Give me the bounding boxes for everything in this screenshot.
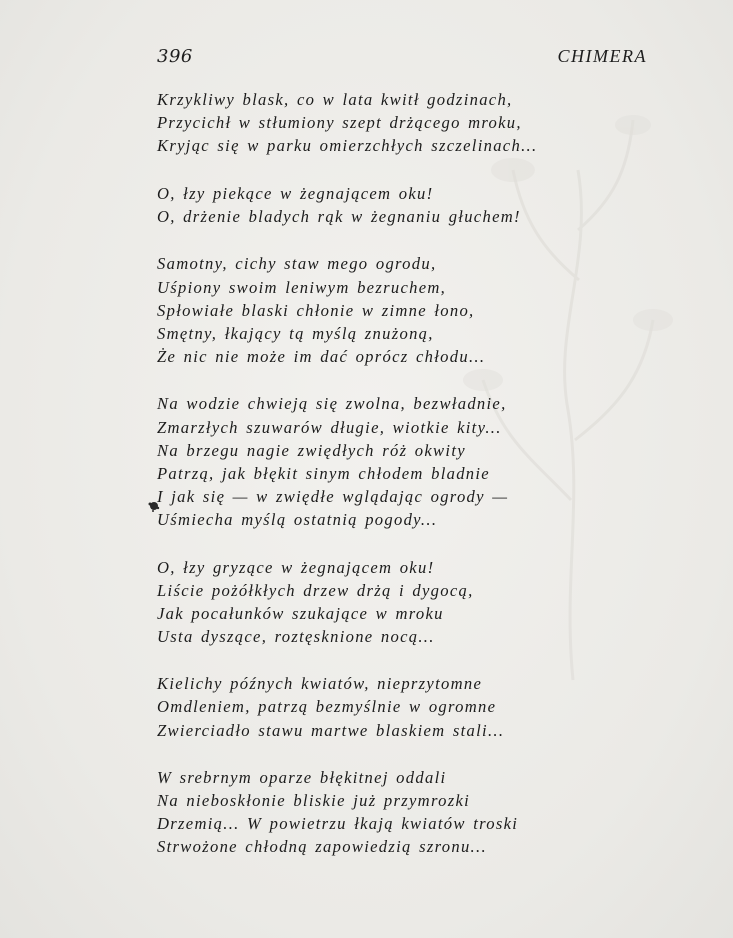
poem-line: Samotny, cichy staw mego ogrodu, <box>157 254 437 274</box>
poem-line: Spłowiałe blaski chłonie w zimne łono, <box>157 300 475 320</box>
stanza-3 <box>157 252 637 367</box>
poem-line: Patrzą, jak błękit sinym chłodem bladnie <box>157 463 490 483</box>
poem <box>157 88 637 883</box>
poem-line: Uśmiecha myślą ostatnią pogody... <box>157 509 438 529</box>
running-head: CHIMERA <box>557 46 647 66</box>
poem-line: Zmarzłych szuwarów długie, wiotkie kity... <box>157 417 502 437</box>
poem-line: Jak pocałunków szukające w mroku <box>157 603 444 623</box>
poem-line: Że nic nie może im dać oprócz chłodu... <box>157 346 486 366</box>
poem-line: O, łzy piekące w żegnającem oku! <box>157 183 434 203</box>
poem-line: Strwożone chłodną zapowiedzią szronu... <box>157 837 487 857</box>
poem-line: I jak się — w zwiędłe wglądając ogrody — <box>157 486 509 506</box>
poem-line: Liście pożółkłych drzew drżą i dygocą, <box>157 580 474 600</box>
ink-blot-mark <box>147 499 161 513</box>
stanza-2 <box>157 182 637 228</box>
poem-line: Omdleniem, patrzą bezmyślnie w ogromne <box>157 697 497 717</box>
stanza-1 <box>157 88 637 157</box>
poem-line: Krzykliwy blask, co w lata kwitł godzinach, <box>157 90 513 109</box>
stanza-5 <box>157 556 637 648</box>
poem-line: Przycichł w stłumiony szept drżącego mroku, <box>157 113 522 133</box>
poem-line: Smętny, łkający tą myślą znużoną, <box>157 323 434 343</box>
poem-line: Na nieboskłonie bliskie już przymrozki <box>157 791 471 811</box>
poem-line: Usta dyszące, roztęsknione nocą... <box>157 626 435 646</box>
poem-line: Zwierciadło stawu martwe blaskiem stali... <box>157 720 505 740</box>
poem-line: Kielichy późnych kwiatów, nieprzytomne <box>157 674 483 694</box>
poem-line: Kryjąc się w parku omierzchłych szczelinach... <box>157 136 538 156</box>
poem-line: O, łzy gryzące w żegnającem oku! <box>157 557 435 577</box>
poem-line: Uśpiony swoim leniwym bezruchem, <box>157 277 447 297</box>
poem-line: Na brzegu nagie zwiędłych róż okwity <box>157 440 466 460</box>
poem-line: Na wodzie chwieją się zwolna, bezwładnie, <box>157 394 507 414</box>
poem-line: W srebrnym oparze błękitnej oddali <box>157 768 447 788</box>
page-header <box>157 46 647 70</box>
stanza-6 <box>157 672 637 741</box>
stanza-7 <box>157 766 637 858</box>
stanza-4 <box>157 392 637 531</box>
poem-line: Drzemią... W powietrzu łkają kwiatów troski <box>157 814 519 834</box>
page-number: 396 <box>157 46 193 67</box>
poem-line: O, drżenie bladych rąk w żegnaniu głuchem! <box>157 206 521 226</box>
